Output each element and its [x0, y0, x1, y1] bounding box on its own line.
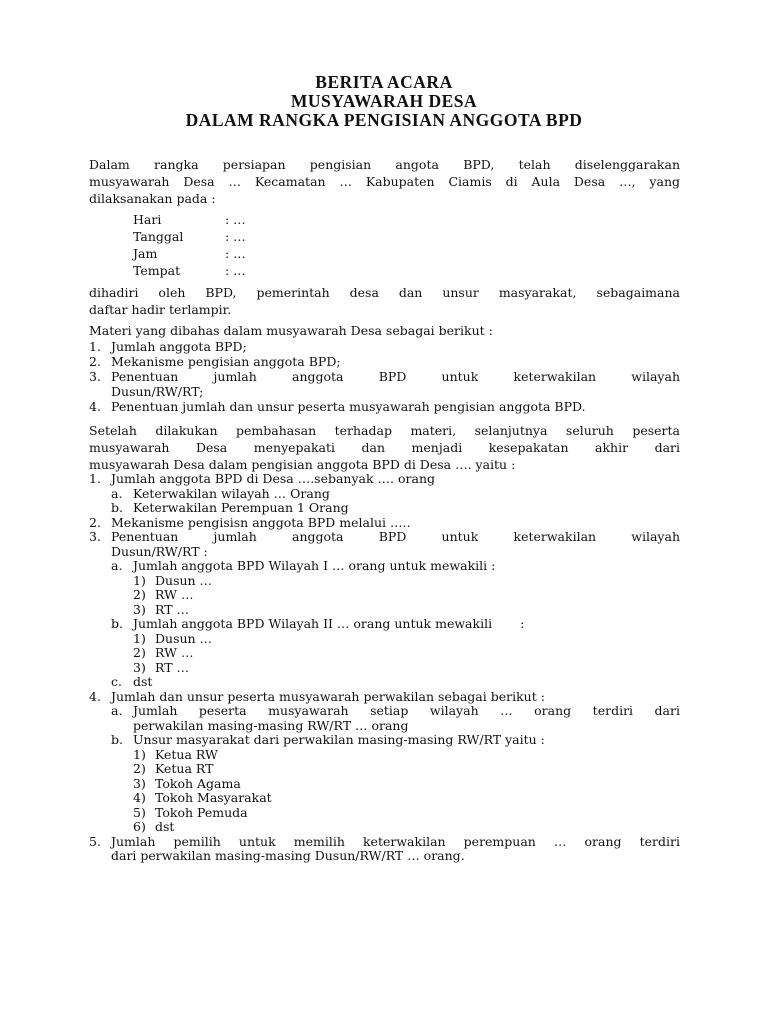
list-item-continuation: dari perwakilan masing-masing Dusun/RW/RT … orang. [111, 848, 465, 863]
list-item: 3. Penentuan jumlah anggota BPD untuk keterwakilan wilayah [89, 529, 680, 544]
result-line-2: musyawarah Desa menyepakati dan menjadi kesepakatan akhir dari [89, 440, 680, 455]
list-item: 2. Mekanisme pengisisn anggota BPD melalui ….. [89, 514, 411, 530]
list-item: b. Keterwakilan Perempuan 1 Orang [111, 500, 349, 515]
list-item: 4. Jumlah dan unsur peserta musyawarah perwakilan sebagai berikut : [89, 688, 545, 704]
info-row-hari [133, 211, 246, 228]
intro-line-2: musyawarah Desa … Kecamatan … Kabupaten Ciamis di Aula Desa …, yang [89, 174, 680, 189]
list-item-continuation: Dusun/RW/RT : [111, 543, 208, 559]
list-item-continuation: perwakilan masing-masing RW/RT … orang [133, 717, 409, 733]
list-item: a. Keterwakilan wilayah … Orang [111, 485, 330, 501]
info-label: Jam [133, 246, 158, 261]
list-item: 6) dst [133, 819, 175, 834]
list-item: 3) Tokoh Agama [133, 775, 241, 791]
schedule-info [133, 211, 246, 279]
list-item: a. Jumlah anggota BPD Wilayah I … orang untuk mewakili : [111, 558, 496, 573]
list-item: 2) Ketua RT [133, 761, 214, 776]
materi-heading: Materi yang dibahas dalam musyawarah Desa sebagai berikut : [89, 323, 493, 338]
list-item: 4) Tokoh Masyarakat [133, 790, 272, 805]
info-value: : … [225, 212, 246, 227]
list-item: 2. Mekanisme pengisian anggota BPD; [89, 354, 341, 369]
title-line-2: MUSYAWARAH DESA [290, 91, 478, 111]
list-item: 3) RT … [133, 659, 190, 675]
result-line-1: Setelah dilakukan pembahasan terhadap materi, selanjutnya seluruh peserta [89, 423, 680, 438]
info-label: Hari [133, 212, 162, 227]
list-item: 5. Jumlah pemilih untuk memilih keterwakilan perempuan … orang terdiri [89, 833, 680, 849]
list-item: b. Unsur masyarakat dari perwakilan masing-masing RW/RT yaitu : [111, 732, 545, 747]
list-item: 1. Jumlah anggota BPD; [89, 339, 247, 354]
info-label: Tanggal [133, 229, 184, 244]
attendance-paragraph [89, 284, 680, 318]
materi-list [89, 339, 680, 414]
info-label: Tempat [133, 263, 181, 278]
list-item: 1) Ketua RW [133, 746, 218, 762]
attended-line-2: daftar hadir terlampir. [89, 302, 232, 317]
list-item: 2) RW … [133, 645, 194, 660]
attended-line-1: dihadiri oleh BPD, pemerintah desa dan unsur masyarakat, sebagaimana [89, 285, 680, 300]
title-line-3: DALAM RANGKA PENGISIAN ANGGOTA BPD [185, 110, 583, 130]
list-item: 1. Jumlah anggota BPD di Desa ….sebanyak …. orang [89, 471, 435, 486]
list-item: 1) Dusun … [133, 630, 213, 646]
list-item: 3) RT … [133, 601, 190, 617]
info-row-tanggal [133, 228, 246, 245]
intro-line-3: dilaksanakan pada : [89, 191, 216, 206]
list-item-continuation: Dusun/RW/RT; [111, 384, 204, 399]
intro-paragraph [89, 156, 680, 207]
list-item: 3. Penentuan jumlah anggota BPD untuk keterwakilan wilayah [89, 369, 680, 384]
list-item: b. Jumlah anggota BPD Wilayah II … orang untuk mewakili : [111, 616, 525, 631]
info-value: : … [225, 263, 246, 278]
list-item: 4. Penentuan jumlah dan unsur peserta musyawarah pengisian anggota BPD. [89, 399, 586, 414]
result-paragraph [89, 422, 680, 473]
result-line-3: musyawarah Desa dalam pengisian anggota BPD di Desa …. yaitu : [89, 457, 516, 472]
info-row-tempat [133, 262, 246, 279]
list-item: c. dst [111, 674, 153, 689]
info-value: : … [225, 246, 246, 261]
intro-line-1: Dalam rangka persiapan pengisian angota BPD, telah diselenggarakan [89, 157, 680, 172]
info-value: : … [225, 229, 246, 244]
info-row-jam [133, 245, 246, 262]
results-list [89, 472, 680, 864]
title-line-1: BERITA ACARA [315, 72, 453, 92]
list-item: 1) Dusun … [133, 572, 213, 588]
list-item: 5) Tokoh Pemuda [133, 804, 248, 820]
list-item: a. Jumlah peserta musyawarah setiap wilayah … orang terdiri dari [111, 703, 680, 718]
list-item: 2) RW … [133, 587, 194, 602]
